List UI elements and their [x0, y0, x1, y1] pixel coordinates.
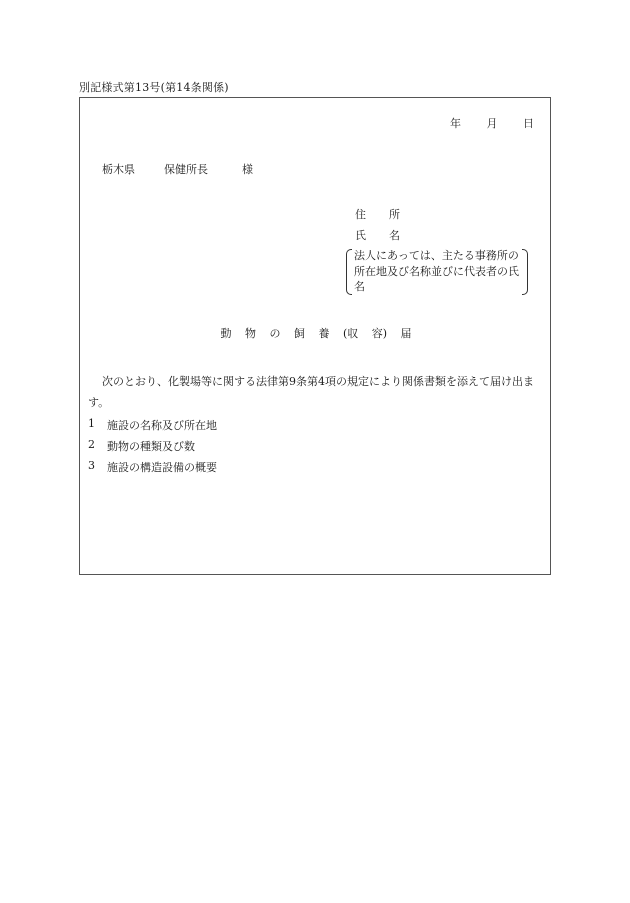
left-bracket	[346, 249, 352, 295]
address-label	[355, 206, 400, 222]
list-item-text: 動物の種類及び数	[107, 440, 195, 453]
addressee	[102, 161, 253, 177]
list-item	[88, 438, 195, 454]
title-char: 動	[220, 327, 232, 340]
address-label-char-2: 所	[389, 208, 400, 221]
list-item	[88, 417, 217, 433]
list-item-number: 1	[88, 417, 95, 430]
name-label	[355, 227, 400, 243]
list-item-number: 3	[88, 459, 95, 472]
form-frame	[79, 97, 551, 575]
right-bracket	[522, 249, 528, 295]
title-char: の	[269, 327, 281, 340]
date-day-label: 日	[523, 117, 534, 130]
list-item-number: 2	[88, 438, 95, 451]
form-reference: 別記様式第13号(第14条関係)	[79, 81, 229, 94]
body-paragraph: 次のとおり、化製場等に関する法律第9条第4項の規定により関係書類を添えて届け出ます。	[88, 375, 534, 409]
title-char: 届	[400, 327, 412, 340]
title-char: 飼	[293, 327, 305, 340]
title-char: 養	[318, 327, 330, 340]
list-item-text: 施設の名称及び所在地	[107, 419, 217, 432]
list-item	[88, 459, 217, 475]
addressee-honorific: 様	[242, 163, 253, 176]
date-line	[450, 115, 534, 131]
title-char: 物	[244, 327, 256, 340]
name-label-char-1: 氏	[355, 229, 366, 242]
corporate-note-text: 法人にあっては、主たる事務所の所在地及び名称並びに代表者の氏名	[354, 249, 519, 293]
address-label-char-1: 住	[355, 208, 366, 221]
title-char: (収	[342, 327, 359, 340]
corporate-note	[346, 249, 528, 295]
addressee-prefecture: 栃木県	[102, 163, 135, 176]
list-item-text: 施設の構造設備の概要	[107, 461, 217, 474]
date-year-label: 年	[450, 117, 461, 130]
document-title	[80, 325, 552, 341]
addressee-office: 保健所長	[164, 163, 208, 176]
name-label-char-2: 名	[389, 229, 400, 242]
title-char: 容)	[371, 327, 388, 340]
date-month-label: 月	[486, 117, 498, 130]
